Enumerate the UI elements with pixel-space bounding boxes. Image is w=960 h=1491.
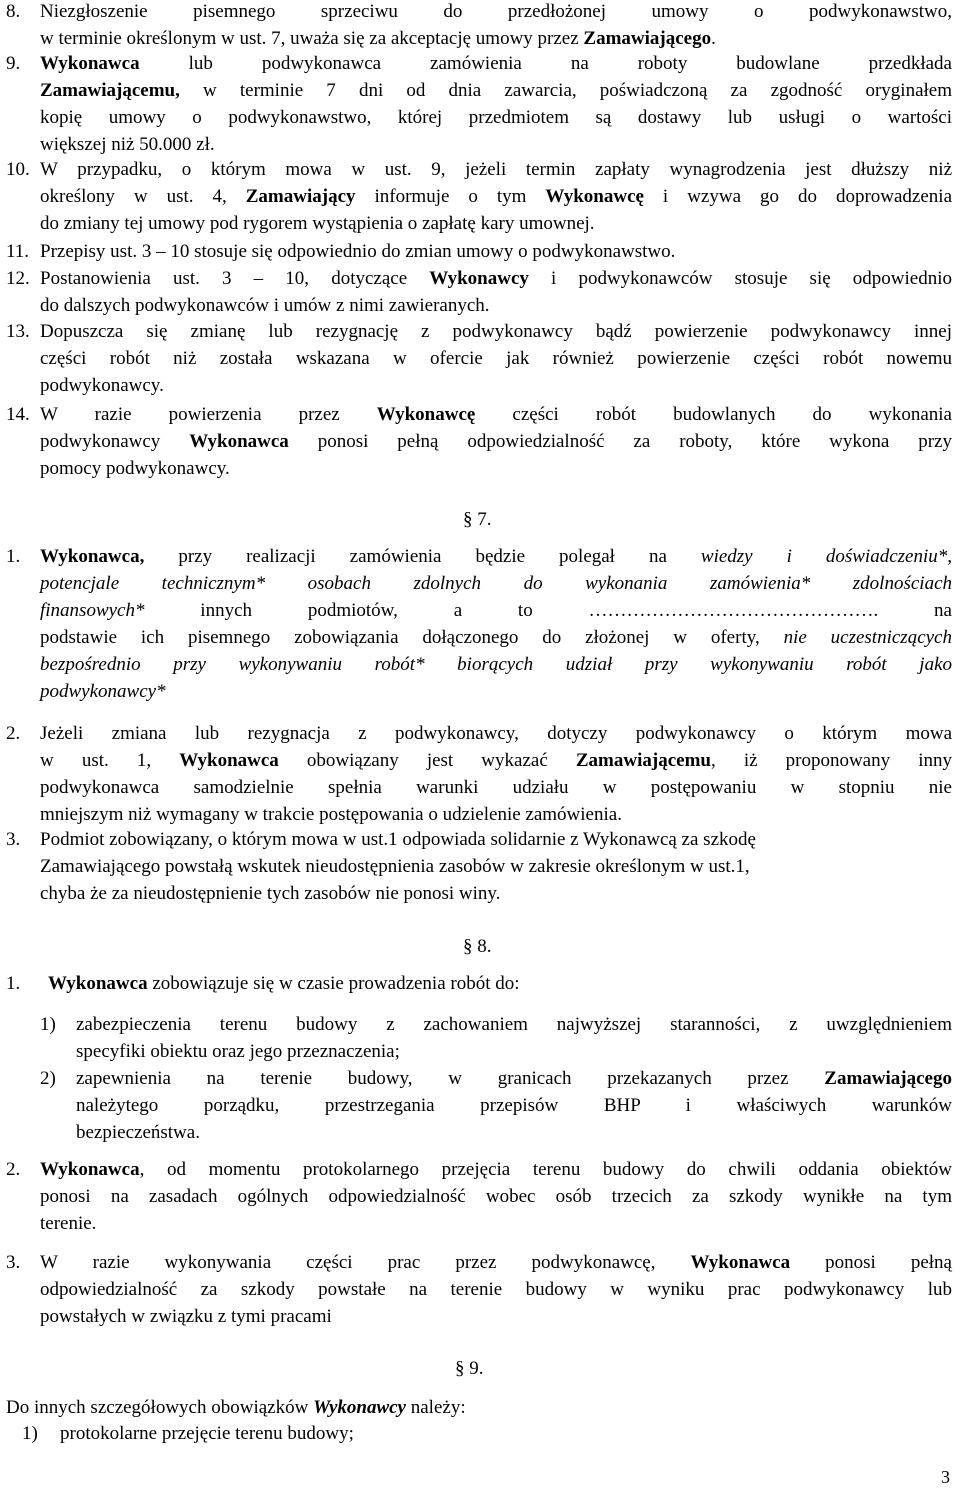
text-run: .	[711, 28, 716, 49]
item-number: 12.	[6, 268, 30, 289]
italic-text: bezpośrednio przy wykonywaniu robót* biorących udział przy wykonywaniu robót jako	[40, 654, 952, 675]
text-line	[40, 882, 500, 906]
text-run: pomocy podwykonawcy.	[40, 458, 230, 479]
text-line	[40, 653, 952, 677]
text-run: protokolarne przejęcie terenu budowy;	[60, 1423, 354, 1444]
bold-text: Zamawiającego	[583, 28, 712, 49]
text-line	[40, 158, 952, 182]
section-heading-8: § 8.	[463, 936, 492, 957]
bold-text: Wykonawca	[48, 973, 148, 994]
text-run: w ust. 1,	[40, 750, 180, 771]
bold-text: Wykonawcy	[429, 268, 529, 289]
bold-text: Wykonawca	[690, 1252, 791, 1273]
text-line	[40, 1212, 96, 1236]
item-number: 1)	[40, 1014, 56, 1035]
section-heading-9: § 9.	[455, 1358, 484, 1379]
emphasis-text: Wykonawcy	[313, 1397, 406, 1418]
text-run: Postanowienia ust. 3 – 10, dotyczące	[40, 268, 430, 289]
text-run: terenie.	[40, 1213, 97, 1234]
bold-text: Zamawiający	[245, 186, 356, 207]
text-run: ponosi na zasadach ogólnych odpowiedzialność wobec osób trzecich za szkody wynikłe na tym	[40, 1186, 952, 1207]
bold-text	[313, 1397, 406, 1418]
text-run: Do innych szczegółowych obowiązków	[6, 1397, 314, 1418]
text-run: i wzywa go do doprowadzenia	[643, 186, 952, 207]
text-line	[40, 240, 675, 264]
italic-text: podwykonawcy*	[40, 681, 166, 702]
text-run: W przypadku, o którym mowa w ust. 9, jeżeli termin zapłaty wynagrodzenia jest dłuższy niż	[40, 159, 952, 180]
item-number: 1)	[22, 1423, 38, 1444]
bold-text: Wykonawca	[179, 750, 279, 771]
text-line	[40, 599, 952, 623]
text-line	[40, 855, 750, 879]
text-line	[48, 972, 520, 996]
text-line	[40, 1251, 952, 1275]
text-line	[76, 1067, 952, 1091]
item-number: 2.	[6, 1159, 21, 1180]
text-line	[40, 1278, 952, 1302]
text-run: w terminie określonym w ust. 7, uważa się za akceptację umowy przez	[40, 28, 584, 49]
bold-text: Zamawiającego	[824, 1068, 952, 1089]
text-run: podstawie ich pisemnego zobowiązania dołączonego do złożonej w oferty,	[40, 627, 784, 648]
item-number: 2)	[40, 1068, 56, 1089]
s9-intro	[6, 1396, 466, 1420]
text-run: informuje o tym	[355, 186, 546, 207]
bold-text: Zamawiającemu	[575, 750, 711, 771]
text-run: bezpieczeństwa.	[76, 1122, 200, 1143]
item-number: 3.	[6, 829, 21, 850]
text-run: Jeżeli zmiana lub rezygnacja z podwykonawcy, dotyczy podwykonawcy o którym mowa	[40, 723, 952, 744]
text-run: chyba że za nieudostępnienie tych zasobów nie ponosi winy.	[40, 883, 501, 904]
text-run: określony w ust. 4,	[40, 186, 246, 207]
item-number: 14.	[6, 404, 30, 425]
text-run: W razie powierzenia przez	[40, 404, 377, 425]
item-number: 1.	[6, 546, 21, 567]
text-run: specyfiki obiektu oraz jego przeznaczenia;	[76, 1041, 400, 1062]
text-run: należy:	[405, 1397, 466, 1418]
text-line	[40, 749, 952, 773]
bold-text: Wykonawca	[40, 1159, 140, 1180]
text-run: przy realizacji zamówienia będzie polegał na	[144, 546, 701, 567]
text-run: podwykonawcy.	[40, 375, 164, 396]
bold-text: Zamawiającemu,	[40, 80, 180, 101]
text-line	[40, 545, 952, 569]
text-run: do dalszych podwykonawców i umów z nimi zawieranych.	[40, 295, 490, 316]
item-number: 11.	[6, 241, 30, 262]
bold-text: Wykonawcę	[376, 404, 476, 425]
text-run: w terminie 7 dni od dnia zawarcia, poświadczoną za zgodność oryginałem	[179, 80, 952, 101]
text-line	[40, 430, 952, 454]
text-run: ponosi pełną odpowiedzialność za roboty, które wykona przy	[288, 431, 952, 452]
text-run: podwykonawca samodzielnie spełnia warunki udziału w postępowaniu w stopniu nie	[40, 777, 952, 798]
text-line	[40, 294, 490, 318]
text-line	[40, 1158, 952, 1182]
text-run: zapewnienia na terenie budowy, w granicach przekazanych przez	[76, 1068, 825, 1089]
text-line	[40, 27, 716, 51]
section-heading-7: § 7.	[463, 509, 492, 530]
item-number: 10.	[6, 159, 30, 180]
text-run: W razie wykonywania części prac przez podwykonawcę,	[40, 1252, 691, 1273]
text-run: , iż proponowany inny	[710, 750, 953, 771]
italic-text: potencjale technicznym* osobach zdolnych do wykonania zamówienia* zdolnościach	[40, 573, 952, 594]
text-run: do zmiany tej umowy pod rygorem wystąpienia o zapłatę kary umownej.	[40, 213, 595, 234]
text-line	[60, 1422, 354, 1446]
text-run: odpowiedzialność za szkody powstałe na terenie budowy w wyniku prac podwykonawcy lub	[40, 1279, 952, 1300]
bold-text: Wykonawca	[189, 431, 289, 452]
text-run: podwykonawcy	[40, 431, 190, 452]
text-line	[40, 320, 952, 344]
text-line	[76, 1040, 400, 1064]
text-line	[76, 1094, 952, 1118]
text-line	[40, 457, 230, 481]
text-line	[40, 722, 952, 746]
item-number: 3.	[6, 1252, 21, 1273]
text-line	[40, 828, 756, 852]
italic-text: wiedzy i doświadczeniu*,	[700, 546, 952, 567]
text-run: należytego porządku, przestrzegania przepisów BHP i właściwych warunków	[76, 1095, 952, 1116]
item-number: 2.	[6, 723, 21, 744]
bold-text: Wykonawca	[40, 53, 140, 74]
text-line	[40, 374, 164, 398]
text-run: kopię umowy o podwykonawstwo, której przedmiotem są dostawy lub usługi o wartości	[40, 107, 952, 128]
text-line	[40, 803, 622, 827]
text-line	[40, 347, 952, 371]
text-line	[40, 626, 952, 650]
text-line	[40, 79, 952, 103]
text-line	[40, 133, 215, 157]
text-run: zobowiązuje się w czasie prowadzenia robót do:	[147, 973, 520, 994]
text-run: lub podwykonawca zamówienia na roboty budowlane przedkłada	[139, 53, 952, 74]
text-line	[40, 1185, 952, 1209]
text-line	[40, 52, 952, 76]
text-run: większej niż 50.000 zł.	[40, 134, 215, 155]
item-number: 9.	[6, 53, 21, 74]
text-run: Przepisy ust. 3 – 10 stosuje się odpowiednio do zmian umowy o podwykonawstwo.	[40, 241, 676, 262]
text-run: ponosi pełną	[790, 1252, 952, 1273]
bold-text: Wykonawcę	[545, 186, 644, 207]
italic-text: nie uczestniczących	[783, 627, 952, 648]
text-line	[76, 1121, 200, 1145]
text-line	[40, 572, 952, 596]
item-number: 1.	[6, 973, 21, 994]
text-line	[40, 776, 952, 800]
text-run: obowiązany jest wykazać	[278, 750, 576, 771]
text-line	[40, 0, 952, 24]
text-run: i podwykonawców stosuje się odpowiednio	[528, 268, 953, 289]
text-run: , od momentu protokolarnego przejęcia terenu budowy do chwili oddania obiektów	[139, 1159, 952, 1180]
text-run: części robót niż została wskazana w ofercie jak również powierzenie części robót nowemu	[40, 348, 952, 369]
text-line	[40, 1305, 332, 1329]
text-run: zabezpieczenia terenu budowy z zachowaniem najwyższej staranności, z uwzględnieniem	[76, 1014, 952, 1035]
text-line	[40, 403, 952, 427]
text-line	[40, 106, 952, 130]
text-run: innych podmiotów, a to ………………………………………. na	[144, 600, 952, 621]
bold-text: Wykonawca,	[40, 546, 145, 567]
text-run: części robót budowlanych do wykonania	[475, 404, 952, 425]
text-run: Niezgłoszenie pisemnego sprzeciwu do przedłożonej umowy o podwykonawstwo,	[40, 1, 952, 22]
text-line	[40, 212, 595, 236]
item-number: 8.	[6, 1, 21, 22]
text-line	[40, 267, 952, 291]
text-run: Podmiot zobowiązany, o którym mowa w ust.1 odpowiada solidarnie z Wykonawcą za szkodę	[40, 829, 756, 850]
text-run: Dopuszcza się zmianę lub rezygnację z podwykonawcy bądź powierzenie podwykonawcy innej	[40, 321, 952, 342]
text-run: Zamawiającego powstałą wskutek nieudostępnienia zasobów w zakresie określonym w ust.1,	[40, 856, 750, 877]
item-number: 13.	[6, 321, 30, 342]
text-line	[40, 185, 952, 209]
italic-text: finansowych*	[40, 600, 145, 621]
page-number: 3	[941, 1467, 950, 1487]
text-line	[76, 1013, 952, 1037]
text-run: mniejszym niż wymagany w trakcie postępowania o udzielenie zamówienia.	[40, 804, 622, 825]
text-line	[40, 680, 166, 704]
text-run: powstałych w związku z tymi pracami	[40, 1306, 332, 1327]
